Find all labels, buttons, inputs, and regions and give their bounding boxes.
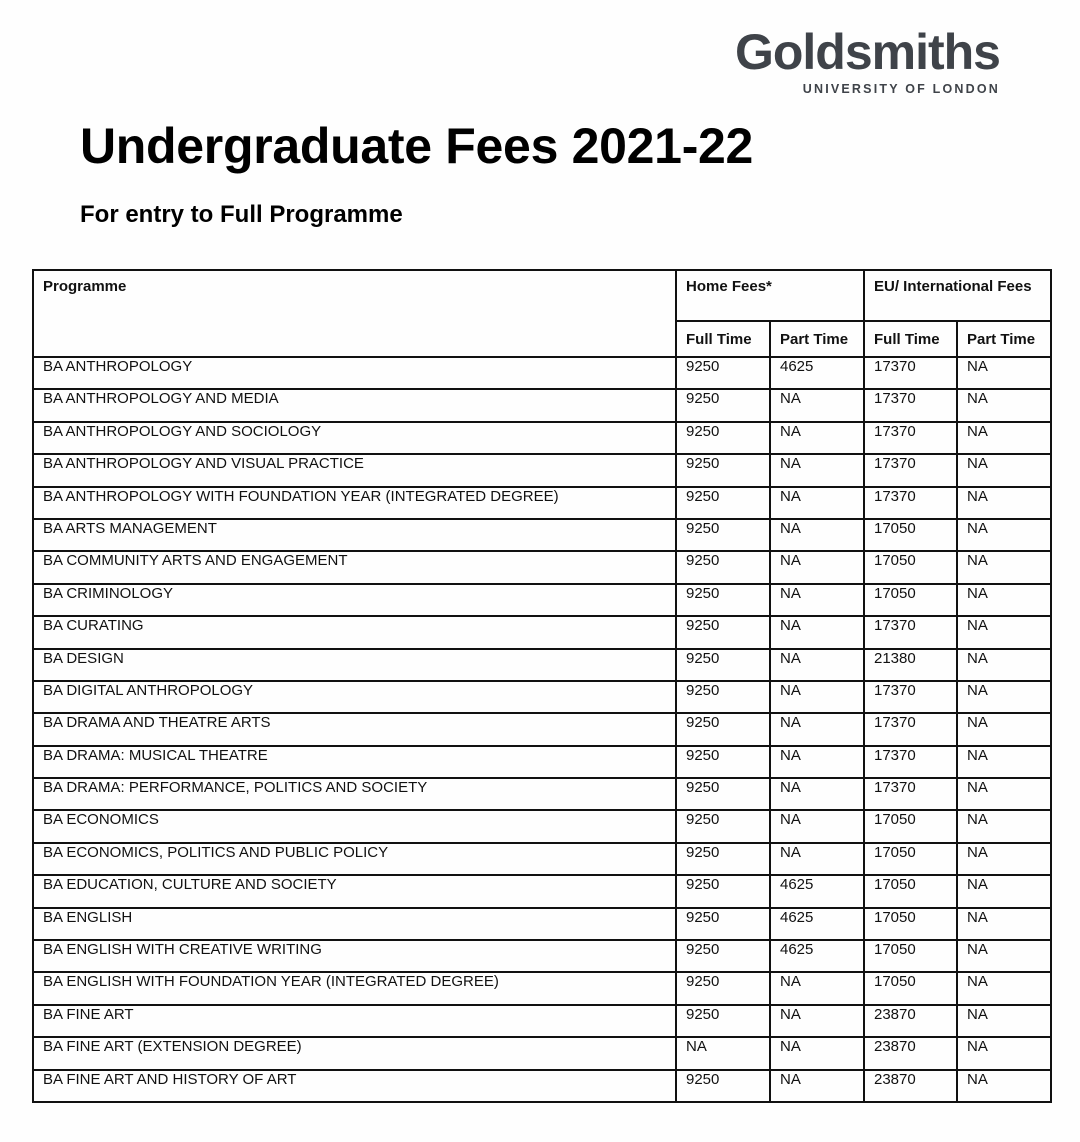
- table-row: [33, 1070, 1051, 1102]
- header-intl-full-time: Full Time: [864, 321, 957, 357]
- cell-home-part-time: NA: [770, 681, 864, 713]
- cell-intl-full-time: 17050: [864, 843, 957, 875]
- cell-home-full-time: 9250: [676, 681, 770, 713]
- cell-home-part-time: 4625: [770, 875, 864, 907]
- cell-programme: BA ENGLISH WITH CREATIVE WRITING: [33, 940, 676, 972]
- cell-home-part-time: NA: [770, 778, 864, 810]
- table-row: [33, 454, 1051, 486]
- header-intl-fees: EU/ International Fees: [864, 270, 1051, 321]
- cell-intl-full-time: 17370: [864, 454, 957, 486]
- cell-programme: BA ANTHROPOLOGY WITH FOUNDATION YEAR (INTEGRATED DEGREE): [33, 487, 676, 519]
- table-row: [33, 972, 1051, 1004]
- cell-home-part-time: NA: [770, 551, 864, 583]
- cell-intl-full-time: 17370: [864, 616, 957, 648]
- cell-intl-full-time: 17370: [864, 746, 957, 778]
- cell-intl-part-time: NA: [957, 422, 1051, 454]
- cell-programme: BA CRIMINOLOGY: [33, 584, 676, 616]
- cell-intl-part-time: NA: [957, 875, 1051, 907]
- header-intl-part-time: Part Time: [957, 321, 1051, 357]
- cell-intl-part-time: NA: [957, 746, 1051, 778]
- cell-home-part-time: 4625: [770, 357, 864, 389]
- cell-home-part-time: 4625: [770, 940, 864, 972]
- table-row: [33, 422, 1051, 454]
- header-home-fees: Home Fees*: [676, 270, 864, 321]
- table-row: [33, 778, 1051, 810]
- cell-programme: BA ENGLISH: [33, 908, 676, 940]
- cell-home-part-time: NA: [770, 454, 864, 486]
- cell-programme: BA ANTHROPOLOGY AND SOCIOLOGY: [33, 422, 676, 454]
- cell-programme: BA ECONOMICS: [33, 810, 676, 842]
- cell-intl-part-time: NA: [957, 1037, 1051, 1069]
- cell-programme: BA CURATING: [33, 616, 676, 648]
- cell-home-part-time: NA: [770, 746, 864, 778]
- cell-home-part-time: NA: [770, 616, 864, 648]
- cell-home-full-time: 9250: [676, 875, 770, 907]
- cell-intl-full-time: 17050: [864, 972, 957, 1004]
- cell-home-part-time: NA: [770, 1037, 864, 1069]
- cell-home-part-time: NA: [770, 649, 864, 681]
- table-row: [33, 875, 1051, 907]
- cell-home-full-time: 9250: [676, 649, 770, 681]
- cell-intl-full-time: 17370: [864, 422, 957, 454]
- header-home-full-time: Full Time: [676, 321, 770, 357]
- cell-intl-full-time: 23870: [864, 1070, 957, 1102]
- cell-home-full-time: 9250: [676, 713, 770, 745]
- cell-intl-part-time: NA: [957, 551, 1051, 583]
- cell-intl-full-time: 17370: [864, 389, 957, 421]
- cell-intl-full-time: 17050: [864, 519, 957, 551]
- cell-intl-full-time: 17370: [864, 487, 957, 519]
- table-row: [33, 908, 1051, 940]
- cell-intl-part-time: NA: [957, 778, 1051, 810]
- cell-intl-full-time: 17050: [864, 810, 957, 842]
- cell-home-full-time: 9250: [676, 940, 770, 972]
- cell-programme: BA ANTHROPOLOGY: [33, 357, 676, 389]
- cell-programme: BA ECONOMICS, POLITICS AND PUBLIC POLICY: [33, 843, 676, 875]
- table-row: [33, 1005, 1051, 1037]
- cell-programme: BA DRAMA AND THEATRE ARTS: [33, 713, 676, 745]
- cell-programme: BA ARTS MANAGEMENT: [33, 519, 676, 551]
- table-row: [33, 616, 1051, 648]
- table-row: [33, 551, 1051, 583]
- fees-table: [32, 269, 1052, 1103]
- cell-intl-part-time: NA: [957, 649, 1051, 681]
- cell-home-full-time: 9250: [676, 422, 770, 454]
- table-row: [33, 584, 1051, 616]
- cell-home-full-time: 9250: [676, 908, 770, 940]
- cell-home-part-time: NA: [770, 972, 864, 1004]
- table-row: [33, 389, 1051, 421]
- cell-programme: BA FINE ART: [33, 1005, 676, 1037]
- cell-home-full-time: 9250: [676, 1070, 770, 1102]
- cell-programme: BA ANTHROPOLOGY AND MEDIA: [33, 389, 676, 421]
- fees-table-body: [33, 357, 1051, 1102]
- cell-intl-full-time: 17050: [864, 875, 957, 907]
- page-title: Undergraduate Fees 2021-22: [80, 118, 754, 174]
- cell-home-part-time: NA: [770, 487, 864, 519]
- table-row: [33, 810, 1051, 842]
- cell-programme: BA FINE ART (EXTENSION DEGREE): [33, 1037, 676, 1069]
- cell-intl-part-time: NA: [957, 454, 1051, 486]
- cell-home-full-time: 9250: [676, 616, 770, 648]
- cell-home-full-time: 9250: [676, 843, 770, 875]
- cell-intl-part-time: NA: [957, 713, 1051, 745]
- table-row: [33, 681, 1051, 713]
- cell-programme: BA DRAMA: MUSICAL THEATRE: [33, 746, 676, 778]
- table-row: [33, 713, 1051, 745]
- cell-programme: BA DRAMA: PERFORMANCE, POLITICS AND SOCIETY: [33, 778, 676, 810]
- cell-programme: BA EDUCATION, CULTURE AND SOCIETY: [33, 875, 676, 907]
- cell-intl-full-time: 17050: [864, 908, 957, 940]
- cell-intl-part-time: NA: [957, 940, 1051, 972]
- cell-intl-part-time: NA: [957, 1070, 1051, 1102]
- table-row: [33, 940, 1051, 972]
- cell-home-full-time: 9250: [676, 551, 770, 583]
- cell-intl-part-time: NA: [957, 357, 1051, 389]
- cell-intl-part-time: NA: [957, 1005, 1051, 1037]
- cell-intl-full-time: 17050: [864, 551, 957, 583]
- cell-intl-part-time: NA: [957, 487, 1051, 519]
- cell-home-full-time: 9250: [676, 519, 770, 551]
- logo-wordmark: Goldsmiths: [734, 24, 1000, 80]
- cell-intl-full-time: 21380: [864, 649, 957, 681]
- cell-intl-full-time: 17050: [864, 940, 957, 972]
- cell-home-part-time: NA: [770, 810, 864, 842]
- cell-intl-part-time: NA: [957, 389, 1051, 421]
- cell-intl-part-time: NA: [957, 843, 1051, 875]
- cell-programme: BA COMMUNITY ARTS AND ENGAGEMENT: [33, 551, 676, 583]
- cell-programme: BA ANTHROPOLOGY AND VISUAL PRACTICE: [33, 454, 676, 486]
- cell-home-part-time: NA: [770, 1070, 864, 1102]
- cell-home-full-time: 9250: [676, 454, 770, 486]
- cell-home-full-time: 9250: [676, 972, 770, 1004]
- cell-home-full-time: 9250: [676, 389, 770, 421]
- cell-home-part-time: NA: [770, 519, 864, 551]
- cell-programme: BA DESIGN: [33, 649, 676, 681]
- table-row: [33, 649, 1051, 681]
- cell-intl-part-time: NA: [957, 972, 1051, 1004]
- cell-intl-part-time: NA: [957, 810, 1051, 842]
- logo-subline: UNIVERSITY OF LONDON: [802, 82, 1000, 96]
- cell-home-full-time: 9250: [676, 778, 770, 810]
- cell-home-part-time: NA: [770, 584, 864, 616]
- cell-home-full-time: 9250: [676, 584, 770, 616]
- cell-home-full-time: 9250: [676, 1005, 770, 1037]
- table-row: [33, 519, 1051, 551]
- table-row: [33, 487, 1051, 519]
- cell-home-full-time: 9250: [676, 810, 770, 842]
- cell-programme: BA ENGLISH WITH FOUNDATION YEAR (INTEGRATED DEGREE): [33, 972, 676, 1004]
- table-row: [33, 1037, 1051, 1069]
- cell-home-full-time: 9250: [676, 357, 770, 389]
- cell-home-part-time: NA: [770, 1005, 864, 1037]
- cell-intl-part-time: NA: [957, 584, 1051, 616]
- table-row: [33, 357, 1051, 389]
- header-home-part-time: Part Time: [770, 321, 864, 357]
- cell-intl-full-time: 17370: [864, 357, 957, 389]
- cell-intl-full-time: 17370: [864, 681, 957, 713]
- cell-intl-full-time: 23870: [864, 1005, 957, 1037]
- cell-home-part-time: 4625: [770, 908, 864, 940]
- page-subtitle: For entry to Full Programme: [80, 201, 403, 228]
- cell-intl-part-time: NA: [957, 908, 1051, 940]
- cell-home-part-time: NA: [770, 713, 864, 745]
- cell-intl-full-time: 17050: [864, 584, 957, 616]
- cell-home-full-time: 9250: [676, 487, 770, 519]
- cell-home-full-time: NA: [676, 1037, 770, 1069]
- cell-intl-part-time: NA: [957, 616, 1051, 648]
- cell-intl-part-time: NA: [957, 519, 1051, 551]
- header-programme: Programme: [33, 270, 676, 357]
- cell-home-part-time: NA: [770, 422, 864, 454]
- table-row: [33, 746, 1051, 778]
- cell-intl-full-time: 23870: [864, 1037, 957, 1069]
- cell-intl-full-time: 17370: [864, 713, 957, 745]
- cell-programme: BA FINE ART AND HISTORY OF ART: [33, 1070, 676, 1102]
- cell-intl-part-time: NA: [957, 681, 1051, 713]
- table-row: [33, 843, 1051, 875]
- cell-intl-full-time: 17370: [864, 778, 957, 810]
- cell-home-part-time: NA: [770, 389, 864, 421]
- cell-programme: BA DIGITAL ANTHROPOLOGY: [33, 681, 676, 713]
- cell-home-full-time: 9250: [676, 746, 770, 778]
- cell-home-part-time: NA: [770, 843, 864, 875]
- goldsmiths-logo: [735, 26, 1000, 96]
